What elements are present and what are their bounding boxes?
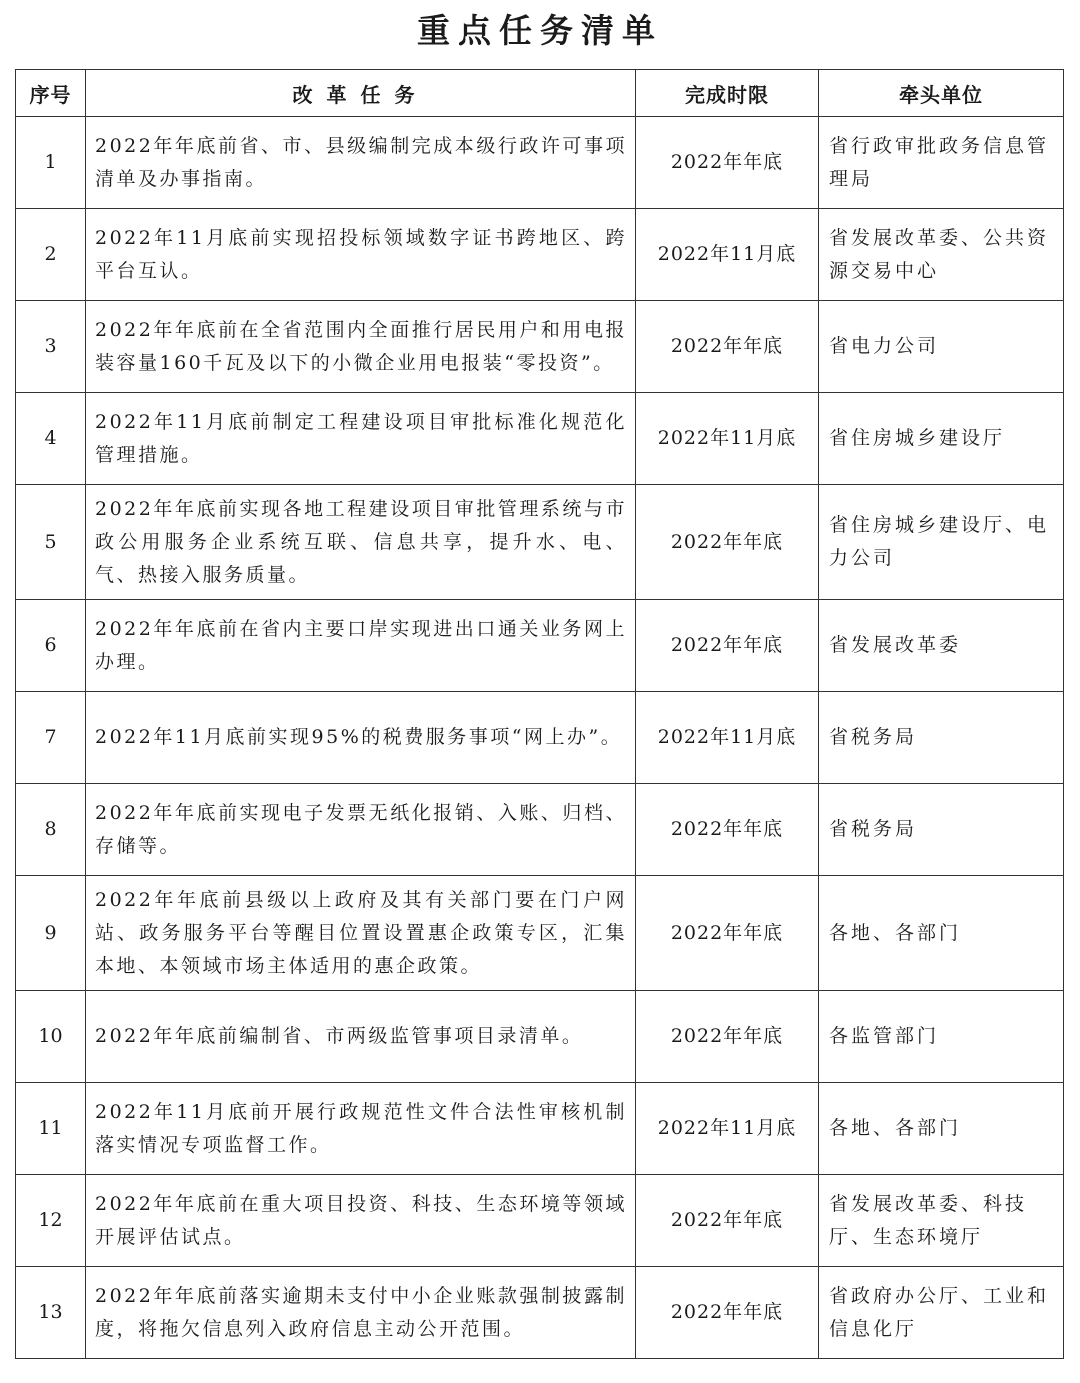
row-number: 12 — [16, 1175, 86, 1267]
table-row — [16, 1267, 1064, 1359]
table-row — [16, 991, 1064, 1083]
task-text: 2022年年底前编制省、市两级监管事项目录清单。 — [86, 991, 636, 1083]
lead-unit-text: 省发展改革委 — [819, 600, 1064, 692]
deadline-text: 2022年年底 — [636, 1267, 819, 1359]
row-number: 2 — [16, 209, 86, 301]
deadline-text: 2022年11月底 — [636, 209, 819, 301]
lead-unit-text: 省税务局 — [819, 692, 1064, 784]
row-number: 1 — [16, 117, 86, 209]
task-text: 2022年年底前落实逾期未支付中小企业账款强制披露制度，将拖欠信息列入政府信息主动公开范围。 — [86, 1267, 636, 1359]
row-number: 10 — [16, 991, 86, 1083]
header-lead: 牵头单位 — [819, 70, 1064, 117]
header-deadline: 完成时限 — [636, 70, 819, 117]
task-text: 2022年年底前县级以上政府及其有关部门要在门户网站、政务服务平台等醒目位置设置惠企政策专区，汇集本地、本领域市场主体适用的惠企政策。 — [86, 876, 636, 991]
deadline-text: 2022年年底 — [636, 600, 819, 692]
task-text: 2022年11月底前实现95%的税费服务事项“网上办”。 — [86, 692, 636, 784]
row-number: 7 — [16, 692, 86, 784]
lead-unit-text: 省电力公司 — [819, 301, 1064, 393]
deadline-text: 2022年11月底 — [636, 692, 819, 784]
task-text: 2022年年底前省、市、县级编制完成本级行政许可事项清单及办事指南。 — [86, 117, 636, 209]
page-title: 重点任务清单 — [417, 11, 663, 50]
table-row — [16, 692, 1064, 784]
task-text: 2022年年底前在省内主要口岸实现进出口通关业务网上办理。 — [86, 600, 636, 692]
header-no: 序号 — [16, 70, 86, 117]
deadline-text: 2022年年底 — [636, 301, 819, 393]
table-row — [16, 117, 1064, 209]
deadline-text: 2022年11月底 — [636, 393, 819, 485]
row-number: 4 — [16, 393, 86, 485]
lead-unit-text: 省行政审批政务信息管理局 — [819, 117, 1064, 209]
deadline-text: 2022年年底 — [636, 784, 819, 876]
deadline-text: 2022年年底 — [636, 876, 819, 991]
table-row — [16, 1175, 1064, 1267]
deadline-text: 2022年11月底 — [636, 1083, 819, 1175]
row-number: 9 — [16, 876, 86, 991]
task-text: 2022年11月底前开展行政规范性文件合法性审核机制落实情况专项监督工作。 — [86, 1083, 636, 1175]
task-text: 2022年年底前在重大项目投资、科技、生态环境等领域开展评估试点。 — [86, 1175, 636, 1267]
table-row — [16, 301, 1064, 393]
deadline-text: 2022年年底 — [636, 1175, 819, 1267]
table-row — [16, 1083, 1064, 1175]
task-text: 2022年年底前实现各地工程建设项目审批管理系统与市政公用服务企业系统互联、信息共享，提升水、电、气、热接入服务质量。 — [86, 485, 636, 600]
lead-unit-text: 省政府办公厅、工业和信息化厅 — [819, 1267, 1064, 1359]
row-number: 5 — [16, 485, 86, 600]
lead-unit-text: 各地、各部门 — [819, 876, 1064, 991]
table-row — [16, 784, 1064, 876]
task-text: 2022年11月底前实现招投标领域数字证书跨地区、跨平台互认。 — [86, 209, 636, 301]
task-table — [15, 69, 1064, 1359]
table-row — [16, 485, 1064, 600]
row-number: 11 — [16, 1083, 86, 1175]
table-row — [16, 393, 1064, 485]
header-row — [16, 70, 1064, 117]
lead-unit-text: 省税务局 — [819, 784, 1064, 876]
task-text: 2022年11月底前制定工程建设项目审批标准化规范化管理措施。 — [86, 393, 636, 485]
table-row — [16, 600, 1064, 692]
table-row — [16, 209, 1064, 301]
lead-unit-text: 省住房城乡建设厅、电力公司 — [819, 485, 1064, 600]
deadline-text: 2022年年底 — [636, 117, 819, 209]
lead-unit-text: 各监管部门 — [819, 991, 1064, 1083]
row-number: 3 — [16, 301, 86, 393]
lead-unit-text: 省发展改革委、科技厅、生态环境厅 — [819, 1175, 1064, 1267]
lead-unit-text: 省住房城乡建设厅 — [819, 393, 1064, 485]
lead-unit-text: 省发展改革委、公共资源交易中心 — [819, 209, 1064, 301]
task-text: 2022年年底前在全省范围内全面推行居民用户和用电报装容量160千瓦及以下的小微企业用电报装“零投资”。 — [86, 301, 636, 393]
task-text: 2022年年底前实现电子发票无纸化报销、入账、归档、存储等。 — [86, 784, 636, 876]
deadline-text: 2022年年底 — [636, 485, 819, 600]
lead-unit-text: 各地、各部门 — [819, 1083, 1064, 1175]
deadline-text: 2022年年底 — [636, 991, 819, 1083]
header-task: 改革任务 — [86, 70, 636, 117]
row-number: 8 — [16, 784, 86, 876]
table-row — [16, 876, 1064, 991]
row-number: 13 — [16, 1267, 86, 1359]
row-number: 6 — [16, 600, 86, 692]
